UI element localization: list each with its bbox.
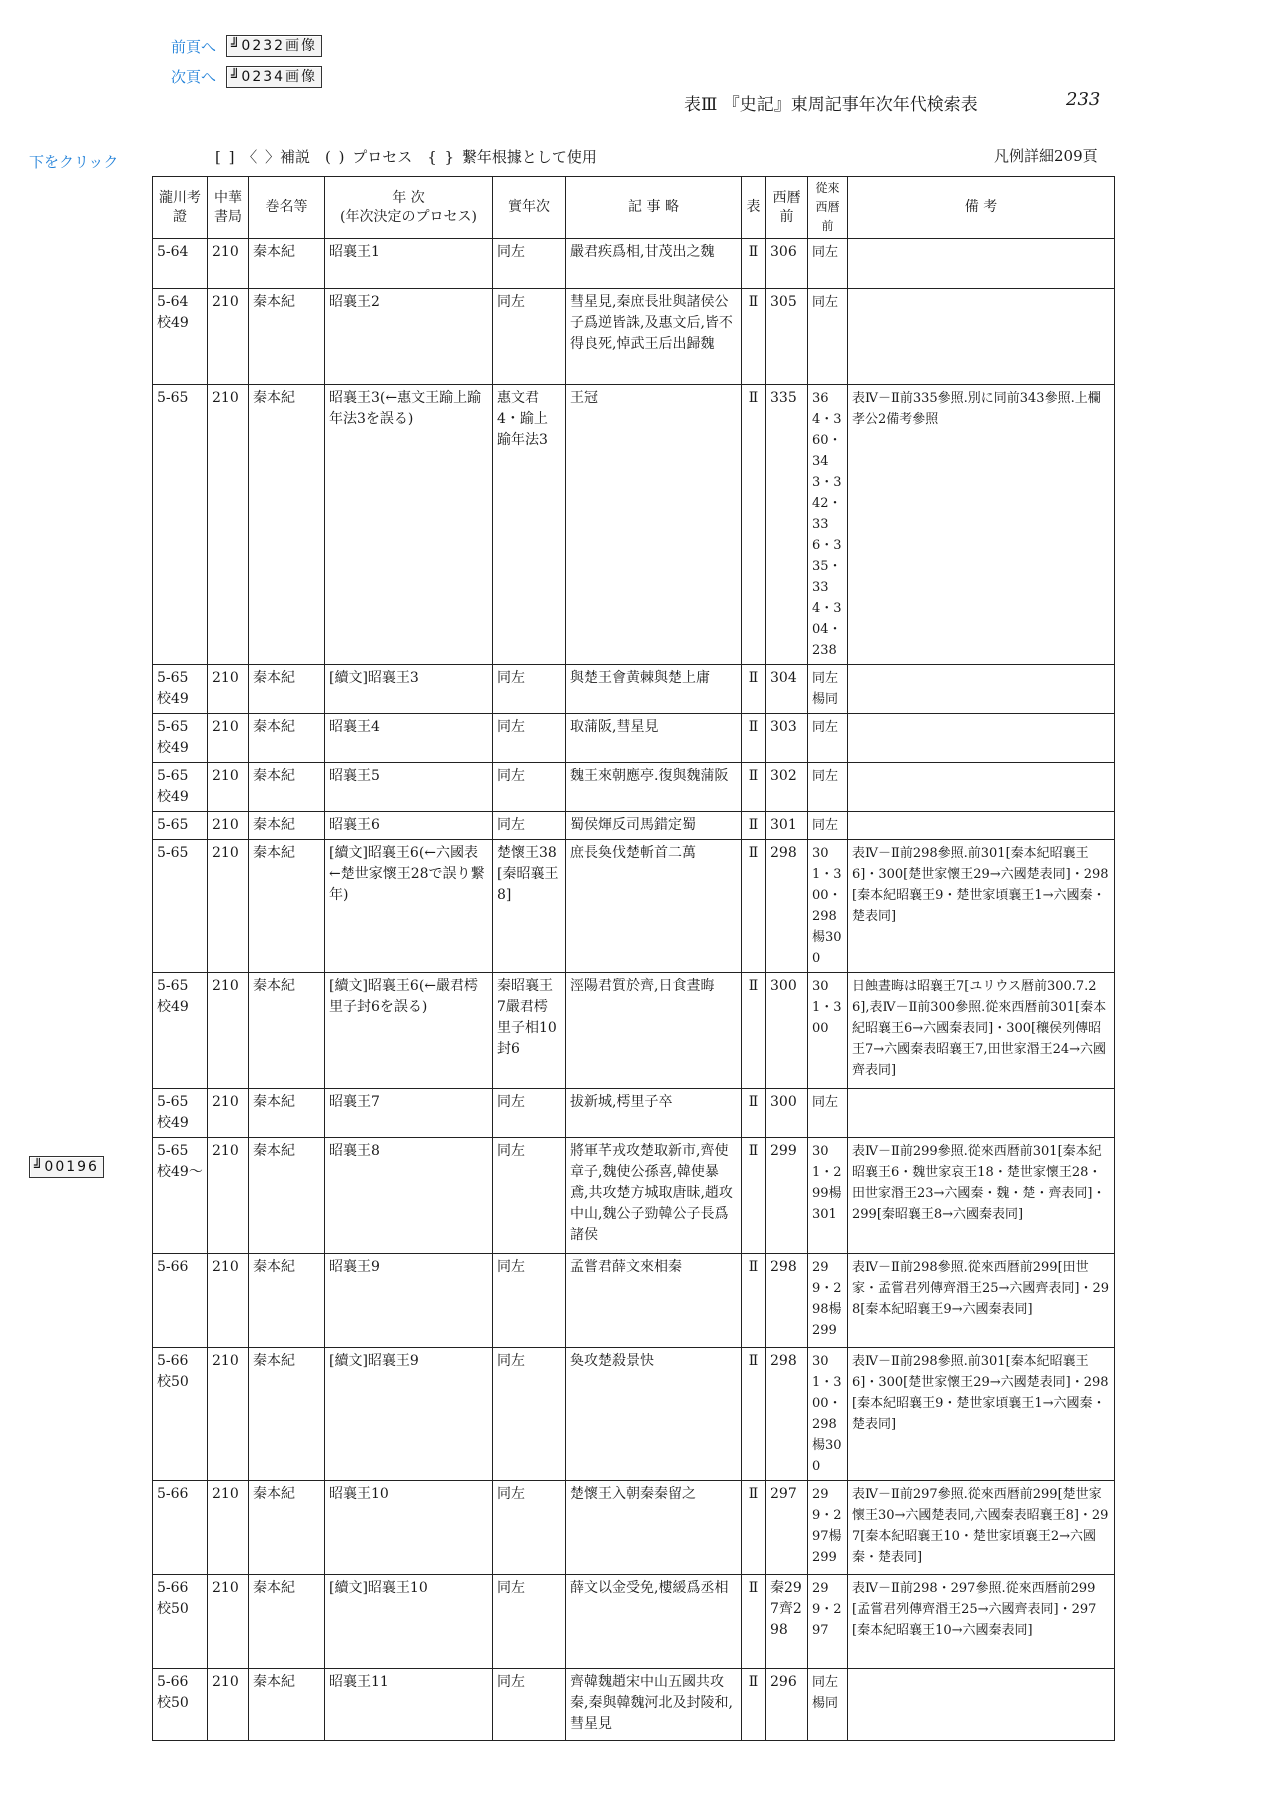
cell-note: 表Ⅳ－Ⅱ前298參照.前301[秦本紀昭襄王6]・300[楚世家懷王29→六國楚表同]・298[秦本紀昭襄王9・楚世家頃襄王1→六國秦・楚表同] <box>848 840 1115 973</box>
cell-actual-year: 同左 <box>493 1481 566 1575</box>
cell-chuka: 210 <box>208 1254 249 1348</box>
cell-volume: 秦本紀 <box>249 289 325 385</box>
cell-event: 楚懷王入朝秦秦留之 <box>566 1481 742 1575</box>
cell-year: 昭襄王7 <box>325 1089 493 1138</box>
cell-actual-year: 同左 <box>493 714 566 763</box>
table-row <box>153 973 1115 1089</box>
cell-takigawa: 5-66 <box>153 1254 208 1348</box>
col-header-prev-bc: 從來西暦前 <box>808 177 848 239</box>
cell-takigawa: 5-65 <box>153 812 208 840</box>
cell-prev-bc: 同左 <box>808 714 848 763</box>
cell-note <box>848 289 1115 385</box>
cell-volume: 秦本紀 <box>249 840 325 973</box>
cell-bc: 298 <box>766 1254 808 1348</box>
cell-year: [續文]昭襄王3 <box>325 665 493 714</box>
cell-takigawa: 5-65 校49 <box>153 763 208 812</box>
cell-bc: 302 <box>766 763 808 812</box>
cell-event: 庶長奐伐楚斬首二萬 <box>566 840 742 973</box>
cell-prev-bc: 同左 <box>808 812 848 840</box>
prev-page-label: 前頁へ <box>171 38 217 56</box>
cell-year: 昭襄王11 <box>325 1669 493 1741</box>
cell-chuka: 210 <box>208 1575 249 1669</box>
col-header-year: 年 次 (年次決定のプロセス) <box>325 177 493 239</box>
cell-note <box>848 812 1115 840</box>
cell-volume: 秦本紀 <box>249 812 325 840</box>
cell-takigawa: 5-65 校49 <box>153 973 208 1089</box>
cell-takigawa: 5-66 校50 <box>153 1669 208 1741</box>
cell-bc: 306 <box>766 239 808 289</box>
cell-volume: 秦本紀 <box>249 239 325 289</box>
table-row <box>153 1138 1115 1254</box>
cell-takigawa: 5-66 <box>153 1481 208 1575</box>
table-row <box>153 840 1115 973</box>
table-row <box>153 714 1115 763</box>
cell-volume: 秦本紀 <box>249 665 325 714</box>
cell-chuka: 210 <box>208 665 249 714</box>
cell-chuka: 210 <box>208 1481 249 1575</box>
cell-note: 表Ⅳ－Ⅱ前297參照.從來西暦前299[楚世家懷王30→六國楚表同,六國秦表昭襄王8]・297[秦本紀昭襄王10・楚世家頃襄王2→六國秦・楚表同] <box>848 1481 1115 1575</box>
cell-volume: 秦本紀 <box>249 1089 325 1138</box>
cell-bc: 296 <box>766 1669 808 1741</box>
cell-note: 表Ⅳ－Ⅱ前298參照.從來西暦前299[田世家・孟嘗君列傳齊湣王25→六國齊表同]・298[秦本紀昭襄王9→六國秦表同] <box>848 1254 1115 1348</box>
cell-event: 孟嘗君薛文來相秦 <box>566 1254 742 1348</box>
cell-takigawa: 5-66 校50 <box>153 1348 208 1481</box>
cell-actual-year: 同左 <box>493 763 566 812</box>
table-row <box>153 812 1115 840</box>
cell-volume: 秦本紀 <box>249 1348 325 1481</box>
cell-actual-year: 同左 <box>493 1138 566 1254</box>
cell-table: Ⅱ <box>742 1254 766 1348</box>
col-header-table: 表 <box>742 177 766 239</box>
cell-note <box>848 1089 1115 1138</box>
cell-volume: 秦本紀 <box>249 385 325 665</box>
cell-prev-bc: 同左 <box>808 763 848 812</box>
cell-bc: 298 <box>766 1348 808 1481</box>
cell-chuka: 210 <box>208 812 249 840</box>
cell-takigawa: 5-65 校49 <box>153 714 208 763</box>
cell-bc: 297 <box>766 1481 808 1575</box>
cell-prev-bc: 299・297楊299 <box>808 1481 848 1575</box>
cell-note: 表Ⅳ－Ⅱ前335參照.別に同前343參照.上欄孝公2備考參照 <box>848 385 1115 665</box>
cell-event: 彗星見,秦庶長壯與諸侯公子爲逆皆誅,及惠文后,皆不得良死,悼武王后出歸魏 <box>566 289 742 385</box>
cell-year: 昭襄王2 <box>325 289 493 385</box>
cell-bc: 301 <box>766 812 808 840</box>
cell-note <box>848 1669 1115 1741</box>
cell-takigawa: 5-65 校49 <box>153 1089 208 1138</box>
cell-table: Ⅱ <box>742 1575 766 1669</box>
table-row <box>153 665 1115 714</box>
cell-prev-bc: 301・300・298楊300 <box>808 840 848 973</box>
era-table <box>152 176 1115 1741</box>
cell-note: 日蝕晝晦は昭襄王7[ユリウス暦前300.7.26],表Ⅳ－Ⅱ前300參照.從來西暦前301[秦本紀昭襄王6→六國秦表同]・300[穰侯列傳昭王7→六國秦表昭襄王7,田世家湣王24→六國齊表同] <box>848 973 1115 1089</box>
cell-chuka: 210 <box>208 714 249 763</box>
cell-volume: 秦本紀 <box>249 1138 325 1254</box>
page-title: 表Ⅲ 『史記』東周記事年次年代検索表 <box>684 95 978 115</box>
cell-note: 表Ⅳ－Ⅱ前298・297參照.從來西暦前299[孟嘗君列傳齊湣王25→六國齊表同]・297[秦本紀昭襄王10→六國秦表同] <box>848 1575 1115 1669</box>
cell-chuka: 210 <box>208 840 249 973</box>
cell-takigawa: 5-64 <box>153 239 208 289</box>
cell-actual-year: 同左 <box>493 1669 566 1741</box>
col-header-volume: 巻名等 <box>249 177 325 239</box>
col-header-actual-year: 實年次 <box>493 177 566 239</box>
cell-prev-bc: 同左 <box>808 239 848 289</box>
table-row <box>153 1254 1115 1348</box>
cell-note: 表Ⅳ－Ⅱ前299參照.從來西暦前301[秦本紀昭襄王6・魏世家哀王18・楚世家懷王28・田世家湣王23→六國秦・魏・楚・齊表同]・299[秦昭襄王8→六國秦表同] <box>848 1138 1115 1254</box>
cell-bc: 秦297齊298 <box>766 1575 808 1669</box>
table-row <box>153 239 1115 289</box>
next-page-label: 次頁へ <box>171 68 217 86</box>
cell-actual-year: 同左 <box>493 1348 566 1481</box>
cell-actual-year: 同左 <box>493 289 566 385</box>
cell-note <box>848 714 1115 763</box>
cell-volume: 秦本紀 <box>249 1481 325 1575</box>
table-row <box>153 1575 1115 1669</box>
cell-bc: 304 <box>766 665 808 714</box>
cell-actual-year: 同左 <box>493 239 566 289</box>
cell-prev-bc: 同左 <box>808 289 848 385</box>
cell-event: 取蒲阪,彗星見 <box>566 714 742 763</box>
col-header-note: 備 考 <box>848 177 1115 239</box>
cell-table: Ⅱ <box>742 1669 766 1741</box>
cell-chuka: 210 <box>208 1348 249 1481</box>
cell-event: 薛文以金受免,樓緩爲丞相 <box>566 1575 742 1669</box>
cell-bc: 303 <box>766 714 808 763</box>
cell-year: 昭襄王9 <box>325 1254 493 1348</box>
cell-volume: 秦本紀 <box>249 763 325 812</box>
cell-event: 魏王來朝應亭.復與魏蒲阪 <box>566 763 742 812</box>
table-row <box>153 385 1115 665</box>
cell-table: Ⅱ <box>742 840 766 973</box>
cell-takigawa: 5-65 校49 <box>153 665 208 714</box>
page-number: 233 <box>1066 89 1101 110</box>
cell-table: Ⅱ <box>742 239 766 289</box>
cell-table: Ⅱ <box>742 289 766 385</box>
col-header-chuka: 中華書局 <box>208 177 249 239</box>
cell-event: 蜀侯煇反司馬錯定蜀 <box>566 812 742 840</box>
cell-chuka: 210 <box>208 973 249 1089</box>
cell-actual-year: 同左 <box>493 1575 566 1669</box>
table-row <box>153 1089 1115 1138</box>
cell-chuka: 210 <box>208 1669 249 1741</box>
cell-bc: 298 <box>766 840 808 973</box>
next-page-button[interactable]: ╝0234画像 <box>226 66 322 88</box>
cell-year: 昭襄王5 <box>325 763 493 812</box>
cell-bc: 300 <box>766 973 808 1089</box>
cell-year: 昭襄王8 <box>325 1138 493 1254</box>
cell-volume: 秦本紀 <box>249 973 325 1089</box>
prev-page-button[interactable]: ╝0232画像 <box>226 35 322 57</box>
cell-chuka: 210 <box>208 763 249 812</box>
cell-year: [續文]昭襄王10 <box>325 1575 493 1669</box>
cell-chuka: 210 <box>208 1089 249 1138</box>
table-body <box>153 239 1115 1741</box>
cell-event: 嚴君疾爲相,甘茂出之魏 <box>566 239 742 289</box>
cell-chuka: 210 <box>208 1138 249 1254</box>
click-hint: 下をクリック <box>29 153 119 171</box>
table-row <box>153 1481 1115 1575</box>
cell-table: Ⅱ <box>742 1138 766 1254</box>
cell-actual-year: 惠文君4・踰上踰年法3 <box>493 385 566 665</box>
cell-prev-bc: 同左 <box>808 1089 848 1138</box>
cell-table: Ⅱ <box>742 812 766 840</box>
cell-volume: 秦本紀 <box>249 1254 325 1348</box>
cell-year: 昭襄王10 <box>325 1481 493 1575</box>
table-row <box>153 1348 1115 1481</box>
cell-takigawa: 5-65 <box>153 385 208 665</box>
cell-event: 與楚王會黄棘與楚上庸 <box>566 665 742 714</box>
cell-takigawa: 5-65 校49～ <box>153 1138 208 1254</box>
cell-prev-bc: 同左楊同 <box>808 665 848 714</box>
cell-bc: 335 <box>766 385 808 665</box>
cell-chuka: 210 <box>208 289 249 385</box>
cell-year: [續文]昭襄王6(←六國表←楚世家懷王28で誤り繋年) <box>325 840 493 973</box>
cell-actual-year: 同左 <box>493 1089 566 1138</box>
table-row <box>153 289 1115 385</box>
cell-event: 涇陽君質於齊,日食晝晦 <box>566 973 742 1089</box>
cell-year: 昭襄王1 <box>325 239 493 289</box>
cell-prev-bc: 301・299楊301 <box>808 1138 848 1254</box>
cell-table: Ⅱ <box>742 1348 766 1481</box>
cell-table: Ⅱ <box>742 385 766 665</box>
cell-prev-bc: 301・300 <box>808 973 848 1089</box>
side-marker-button[interactable]: ╝00196 <box>29 1156 104 1178</box>
cell-chuka: 210 <box>208 239 249 289</box>
col-header-bc: 西暦前 <box>766 177 808 239</box>
cell-table: Ⅱ <box>742 665 766 714</box>
cell-event: 齊韓魏趙宋中山五國共攻秦,秦與韓魏河北及封陵和,彗星見 <box>566 1669 742 1741</box>
cell-event: 王冠 <box>566 385 742 665</box>
cell-year: [續文]昭襄王6(←嚴君樗里子封6を誤る) <box>325 973 493 1089</box>
table-row <box>153 1669 1115 1741</box>
cell-event: 將軍芊戎攻楚取新市,齊使章子,魏使公孫喜,韓使暴鳶,共攻楚方城取唐昧,趙攻中山,魏公子勁韓公子長爲諸侯 <box>566 1138 742 1254</box>
cell-volume: 秦本紀 <box>249 1669 325 1741</box>
cell-event: 奐攻楚殺景快 <box>566 1348 742 1481</box>
cell-bc: 305 <box>766 289 808 385</box>
cell-actual-year: 同左 <box>493 665 566 714</box>
legend-detail: 凡例詳細209頁 <box>994 147 1098 165</box>
cell-takigawa: 5-64 校49 <box>153 289 208 385</box>
cell-volume: 秦本紀 <box>249 714 325 763</box>
cell-event: 拔新城,樗里子卒 <box>566 1089 742 1138</box>
cell-table: Ⅱ <box>742 1089 766 1138</box>
cell-actual-year: 楚懷王38[秦昭襄王8] <box>493 840 566 973</box>
cell-actual-year: 秦昭襄王7嚴君樗里子相10封6 <box>493 973 566 1089</box>
cell-prev-bc: 同左楊同 <box>808 1669 848 1741</box>
cell-takigawa: 5-66 校50 <box>153 1575 208 1669</box>
cell-year: 昭襄王3(←惠文王踰上踰年法3を誤る) <box>325 385 493 665</box>
cell-takigawa: 5-65 <box>153 840 208 973</box>
cell-actual-year: 同左 <box>493 1254 566 1348</box>
cell-table: Ⅱ <box>742 714 766 763</box>
cell-table: Ⅱ <box>742 763 766 812</box>
cell-bc: 300 <box>766 1089 808 1138</box>
table-row <box>153 763 1115 812</box>
cell-bc: 299 <box>766 1138 808 1254</box>
cell-prev-bc: 301・300・298楊300 <box>808 1348 848 1481</box>
cell-note <box>848 665 1115 714</box>
cell-prev-bc: 299・298楊299 <box>808 1254 848 1348</box>
cell-chuka: 210 <box>208 385 249 665</box>
cell-table: Ⅱ <box>742 973 766 1089</box>
cell-prev-bc: 364・360・343・342・336・335・334・304・238 <box>808 385 848 665</box>
cell-note: 表Ⅳ－Ⅱ前298參照.前301[秦本紀昭襄王6]・300[楚世家懷王29→六國楚表同]・298[秦本紀昭襄王9・楚世家頃襄王1→六國秦・楚表同] <box>848 1348 1115 1481</box>
col-header-takigawa: 瀧川考證 <box>153 177 208 239</box>
legend: [ ] 〈 〉補説 ( ) プロセス { } 繋年根據として使用 <box>215 148 597 166</box>
cell-volume: 秦本紀 <box>249 1575 325 1669</box>
cell-actual-year: 同左 <box>493 812 566 840</box>
col-header-event: 記 事 略 <box>566 177 742 239</box>
cell-year: [續文]昭襄王9 <box>325 1348 493 1481</box>
cell-note <box>848 239 1115 289</box>
cell-year: 昭襄王6 <box>325 812 493 840</box>
cell-note <box>848 763 1115 812</box>
cell-year: 昭襄王4 <box>325 714 493 763</box>
cell-table: Ⅱ <box>742 1481 766 1575</box>
cell-prev-bc: 299・297 <box>808 1575 848 1669</box>
